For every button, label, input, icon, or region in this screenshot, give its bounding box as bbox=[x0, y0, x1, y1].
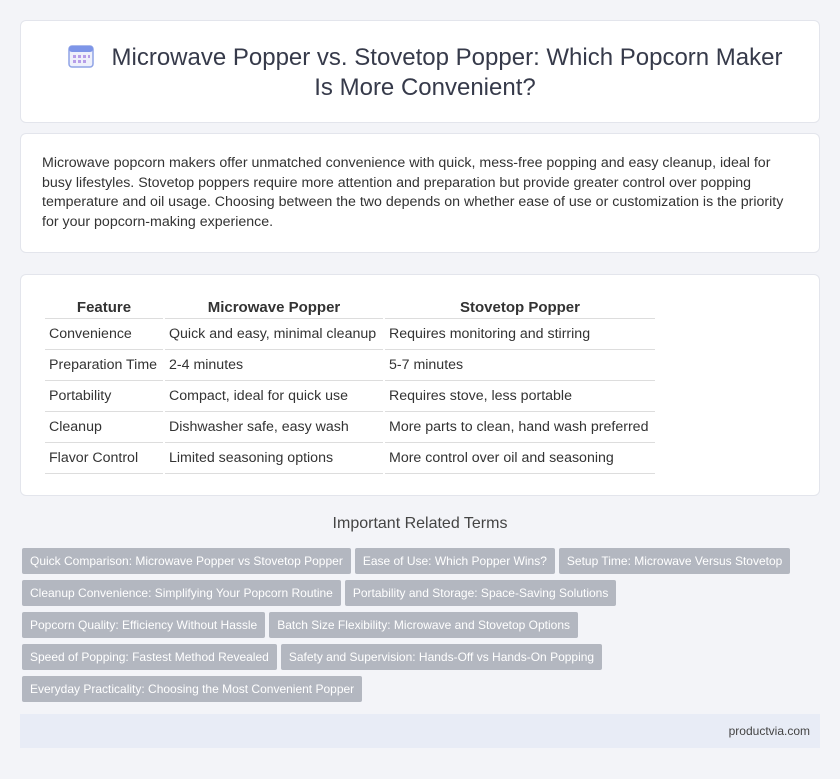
table-cell: Requires stove, less portable bbox=[385, 381, 655, 412]
footer-site-link[interactable]: productvia.com bbox=[728, 724, 810, 738]
related-term-tag[interactable]: Safety and Supervision: Hands-Off vs Hands-On Popping bbox=[281, 644, 602, 670]
table-cell: Cleanup bbox=[45, 412, 163, 443]
table-cell: More parts to clean, hand wash preferred bbox=[385, 412, 655, 443]
footer bbox=[20, 714, 820, 748]
table-cell: Compact, ideal for quick use bbox=[165, 381, 383, 412]
column-header: Feature bbox=[45, 295, 163, 319]
table-cell: Flavor Control bbox=[45, 443, 163, 474]
page-title-text: Microwave Popper vs. Stovetop Popper: Which Popcorn Maker Is More Convenient? bbox=[111, 44, 783, 101]
tag-row bbox=[22, 548, 812, 580]
related-term-tag[interactable]: Quick Comparison: Microwave Popper vs Stovetop Popper bbox=[22, 548, 351, 574]
table-row bbox=[45, 412, 655, 443]
column-header: Microwave Popper bbox=[165, 295, 383, 319]
related-term-tag[interactable]: Ease of Use: Which Popper Wins? bbox=[355, 548, 555, 574]
intro-paragraph: Microwave popcorn makers offer unmatched convenience with quick, mess-free popping and easy cleanup, ideal for busy lifestyles. Stovetop poppers require more attention and preparation but provide greater control over popping temperature and oil usage. Choosing between the two depends on whether ease of use or customization is the priority for your popcorn-making experience. bbox=[42, 155, 784, 230]
table-cell: 5-7 minutes bbox=[385, 350, 655, 381]
calendar-icon bbox=[68, 44, 94, 68]
table-cell: Requires monitoring and stirring bbox=[385, 319, 655, 350]
tag-row bbox=[22, 676, 812, 708]
table-cell: Convenience bbox=[45, 319, 163, 350]
table-row bbox=[45, 443, 655, 474]
column-header: Stovetop Popper bbox=[385, 295, 655, 319]
table-cell: Quick and easy, minimal cleanup bbox=[165, 319, 383, 350]
comparison-table bbox=[43, 295, 657, 474]
table-cell: Limited seasoning options bbox=[165, 443, 383, 474]
table-cell: Dishwasher safe, easy wash bbox=[165, 412, 383, 443]
related-term-tag[interactable]: Popcorn Quality: Efficiency Without Hassle bbox=[22, 612, 265, 638]
comparison-card bbox=[20, 274, 820, 496]
intro-card bbox=[20, 133, 820, 253]
table-row bbox=[45, 319, 655, 350]
table-header-row bbox=[45, 295, 655, 319]
title-card bbox=[20, 20, 820, 123]
related-term-tag[interactable]: Speed of Popping: Fastest Method Revealed bbox=[22, 644, 277, 670]
table-cell: More control over oil and seasoning bbox=[385, 443, 655, 474]
related-term-tag[interactable]: Batch Size Flexibility: Microwave and Stovetop Options bbox=[269, 612, 578, 638]
table-cell: 2-4 minutes bbox=[165, 350, 383, 381]
tag-row bbox=[22, 580, 812, 612]
table-row bbox=[45, 381, 655, 412]
related-term-tag[interactable]: Setup Time: Microwave Versus Stovetop bbox=[559, 548, 790, 574]
tag-row bbox=[22, 644, 812, 676]
related-terms-list bbox=[22, 548, 812, 708]
related-term-tag[interactable]: Cleanup Convenience: Simplifying Your Popcorn Routine bbox=[22, 580, 341, 606]
table-cell: Preparation Time bbox=[45, 350, 163, 381]
tag-row bbox=[22, 612, 812, 644]
related-term-tag[interactable]: Portability and Storage: Space-Saving Solutions bbox=[345, 580, 617, 606]
page-title bbox=[61, 43, 789, 103]
related-term-tag[interactable]: Everyday Practicality: Choosing the Most Convenient Popper bbox=[22, 676, 362, 702]
related-terms-heading: Important Related Terms bbox=[332, 515, 508, 532]
table-row bbox=[45, 350, 655, 381]
table-cell: Portability bbox=[45, 381, 163, 412]
